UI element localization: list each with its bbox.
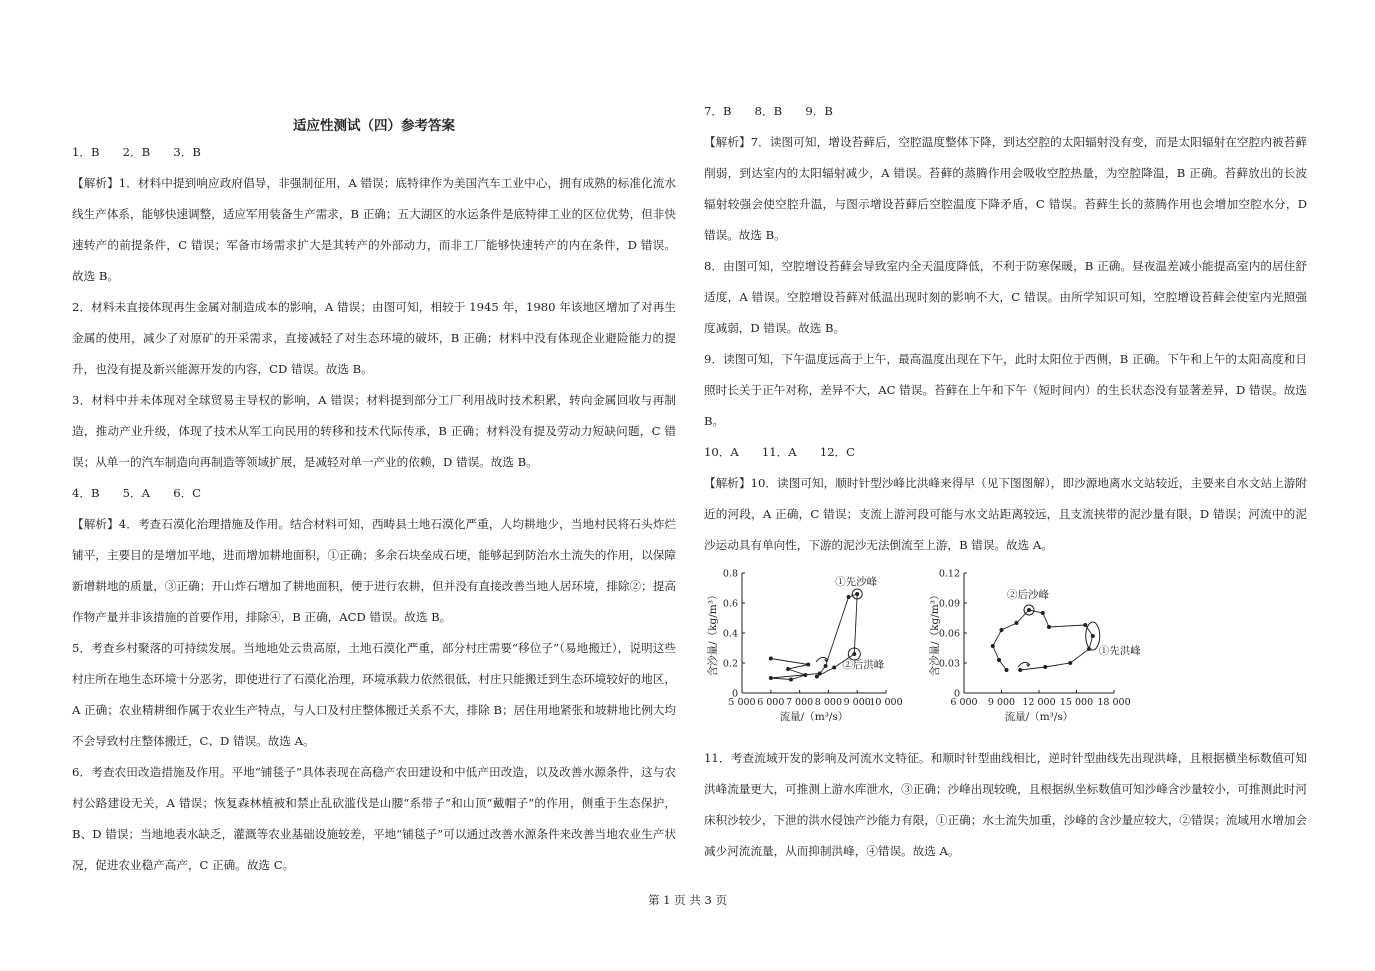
counterclockwise-hysteresis-chart [926, 567, 1156, 739]
data-point [818, 672, 822, 676]
y-tick-label: 0.2 [722, 658, 738, 670]
data-point [1068, 661, 1072, 665]
right-column [704, 96, 1307, 867]
hysteresis-curve [993, 610, 1093, 670]
data-point [1047, 625, 1051, 629]
page-footer: 第 1 页 共 3 页 [648, 893, 727, 907]
answer-line-7-9: 7．B 8．B 9．B [704, 104, 833, 118]
y-tick-label: 0.12 [938, 568, 960, 580]
y-tick-label: 0.06 [938, 628, 960, 640]
data-point [1043, 665, 1047, 669]
x-tick-label: 6 000 [950, 697, 978, 708]
page-title: 适应性测试（四）参考答案 [293, 118, 455, 134]
explanation-11: 11．考查流域开发的影响及河流水文特征。和顺时针型曲线相比，逆时针型曲线先出现洪峰，且根据横坐标数值可知洪峰流量更大，可推测上游水库泄水，③正确；沙峰出现较晚，且根据纵坐标数值可知沙峰含沙量较小，可推测此时河床积沙较少，下泄的洪水侵蚀产沙能力有限，①正确；水土流失加重，沙峰的含沙量应较大，②错误；流域用水增加会减少河流流量，从而抑制洪峰，④错误。故选 A。 [704, 751, 1307, 858]
x-axis-label: 流量/（m³/s） [779, 711, 849, 723]
data-point [786, 667, 790, 671]
data-point [852, 652, 856, 656]
data-point [997, 658, 1001, 662]
y-tick-label: 0 [731, 688, 738, 700]
data-point [847, 595, 851, 599]
explanation-8: 8．由图可知，空腔增设苔藓会导致室内全天温度降低，不利于防寒保暖，B 正确。昼夜温差减小能提高室内的居住舒适度，A 错误。空腔增设苔藓对低温出现时刻的影响不大，C 错误。由所学知识可知，空腔增设苔藓会使室内光照强度减弱，D 错误。故选 B。 [704, 259, 1307, 335]
peak-annotation: ②后洪峰 [842, 659, 885, 671]
x-tick-label: 9 000 [843, 697, 871, 708]
y-tick-label: 0.4 [722, 628, 738, 640]
explanation-5: 5．考查乡村聚落的可持续发展。当地地处云贵高原，土地石漠化严重，部分村庄需要“移位子”（易地搬迁），说明这些村庄所在地生态环境十分恶劣，即使进行了石漠化治理，环境承载力依然很低，村庄只能搬迁到生态环境较好的地区，A 正确；农业精耕细作属于农业生产特点，与人口及村庄整体搬迁关系不大，排除 B；居住用地紧张和坡耕地比例大均不会导致村庄整体搬迁，C、D 错误。故选 A。 [72, 641, 676, 748]
y-tick-label: 0.09 [938, 598, 960, 610]
explanation-1: 【解析】1．材料中提到响应政府倡导，非强制征用，A 错误；底特律作为美国汽车工业中心，拥有成熟的标准化流水线生产体系，能够快速调整，适应军用装备生产需求，B 正确；五大湖区的水运条件是底特律工业的区位优势，但非快速转产的前提条件，C 错误；军备市场需求扩大是其转产的外部动力，而非工厂能够快速转产的内在条件，D 错误。故选 B。 [72, 176, 676, 283]
y-axis-label: 含沙量/（kg/m³） [707, 589, 719, 677]
y-tick-label: 0 [953, 688, 960, 700]
x-tick-label: 18 000 [1097, 697, 1131, 708]
data-point [824, 664, 828, 668]
explanation-9: 9．读图可知，下午温度远高于上午，最高温度出现在下午，此时太阳位于西侧，B 正确。下午和上午的太阳高度和日照时长关于正午对称，差异不大，AC 错误。苔藓在上午和下午（短时间内）的生长状态没有显著差异，D 错误。故选 B。 [704, 352, 1307, 428]
clockwise-hysteresis-chart [704, 567, 914, 739]
x-tick-label: 8 000 [814, 697, 843, 708]
y-tick-label: 0.6 [722, 598, 738, 610]
x-tick-label: 15 000 [1059, 697, 1094, 708]
y-axis-label: 含沙量/（kg/m³） [929, 589, 941, 677]
data-point [769, 676, 773, 680]
explanation-10: 【解析】10．读图可知，顺时针型沙峰比洪峰来得早（见下图图解），即沙源地离水文站较近，主要来自水文站上游附近的河段，A 正确，C 错误；支流上游河段可能与水文站距离较远，且支流挟带的泥沙量有限，D 错误；河流中的泥沙运动具有单向性，下游的泥沙无法倒流至上游，B 错误。故选 A。 [704, 476, 1307, 552]
data-point [1015, 621, 1019, 625]
y-tick-label: 0.8 [722, 568, 738, 580]
explanation-2: 2．材料未直接体现再生金属对制造成本的影响，A 错误；由图可知，相较于 1945 年，1980 年该地区增加了对再生金属的使用，减少了对原矿的开采需求，直接减轻了对生态环境的破坏，B 正确；材料中没有体现企业避险能力的提升，也没有提及新兴能源开发的内容，CD 错误。故选 B。 [72, 300, 676, 376]
x-tick-label: 12 000 [1022, 697, 1056, 708]
data-point [1018, 668, 1022, 672]
data-point [803, 673, 807, 677]
x-tick-label: 10 000 [869, 697, 903, 708]
data-point [1000, 628, 1004, 632]
x-tick-label: 9 000 [987, 697, 1016, 708]
data-point [1027, 608, 1031, 612]
x-tick-label: 7 000 [785, 697, 814, 708]
data-point [789, 678, 793, 682]
explanation-7: 【解析】7．读图可知，增设苔藓后，空腔温度整体下降，到达空腔的太阳辐射没有变，而是太阳辐射在空腔内被苔藓削弱，到达室内的太阳辐射减少，A 错误。苔藓的蒸腾作用会吸收空腔热量，为空腔降温，B 正确。苔藓放出的长波辐射较强会使空腔升温，与图示增设苔藓后空腔温度下降矛盾，C 错误。苔藓生长的蒸腾作用也会增加空腔水分，D 错误。故选 B。 [704, 135, 1307, 242]
explanation-3: 3．材料中并未体现对全球贸易主导权的影响，A 错误；材料提到部分工厂利用战时技术积累，转向金属回收与再制造，推动产业升级，体现了技术从军工向民用的转移和技术代际传承，B 正确；材料没有提及劳动力短缺问题，C 错误；从单一的汽车制造向再制造等领域扩展，是减轻对单一产业的依赖，D 错误。故选 B。 [72, 393, 676, 469]
answer-line-4-6: 4．B 5．A 6．C [72, 486, 202, 500]
y-tick-label: 0.03 [938, 658, 960, 670]
explanation-6: 6．考查农田改造措施及作用。平地“铺毯子”具体表现在高稳产农田建设和中低产田改造，以及改善水源条件，这与农村公路建设无关，A 错误；恢复森林植被和禁止乱砍滥伐是山腰“系带子”和山顶“戴帽子”的作用，侧重于生态保护，B、D 错误；当地地表水缺乏，灌溉等农业基础设施较差，平地“铺毯子”可以通过改善水源条件来改善当地农业生产状况，促进农业稳产高产，C 正确。故选 C。 [72, 765, 676, 872]
peak-annotation: ①先洪峰 [1098, 645, 1141, 657]
hysteresis-figures [704, 567, 1307, 739]
peak-annotation: ①先沙峰 [835, 576, 878, 588]
data-point [1005, 668, 1009, 672]
data-point [1041, 611, 1045, 615]
peak-annotation: ②后沙峰 [1007, 589, 1049, 601]
data-point [815, 675, 819, 679]
x-axis-label: 流量/（m³/s） [1004, 711, 1074, 723]
data-point [1083, 623, 1087, 627]
explanation-4: 【解析】4．考查石漠化治理措施及作用。结合材料可知，西畴县土地石漠化严重，人均耕地少，当地村民将石头炸烂铺平，主要目的是增加平地，进而增加耕地面积，①正确；多余石块垒成石埂，能够起到防治水土流失的作用，以保障新增耕地的质量，③正确；开山炸石增加了耕地面积，便于进行农耕，但并没有直接改善当地人居环境，排除②；提高作物产量并非该措施的首要作用，排除④，B 正确，ACD 错误。故选 B。 [72, 517, 676, 624]
data-point [855, 592, 859, 596]
data-point [1091, 634, 1095, 638]
data-point [832, 666, 836, 670]
left-column [72, 116, 676, 881]
answer-line-1-3: 1．B 2．B 3．B [72, 145, 201, 159]
x-tick-label: 6 000 [757, 697, 785, 708]
answer-line-10-12: 10．A 11．A 12．C [704, 445, 856, 459]
data-point [769, 657, 773, 661]
x-tick-label: 5 000 [728, 697, 756, 708]
data-point [806, 663, 810, 667]
data-point [991, 644, 995, 648]
